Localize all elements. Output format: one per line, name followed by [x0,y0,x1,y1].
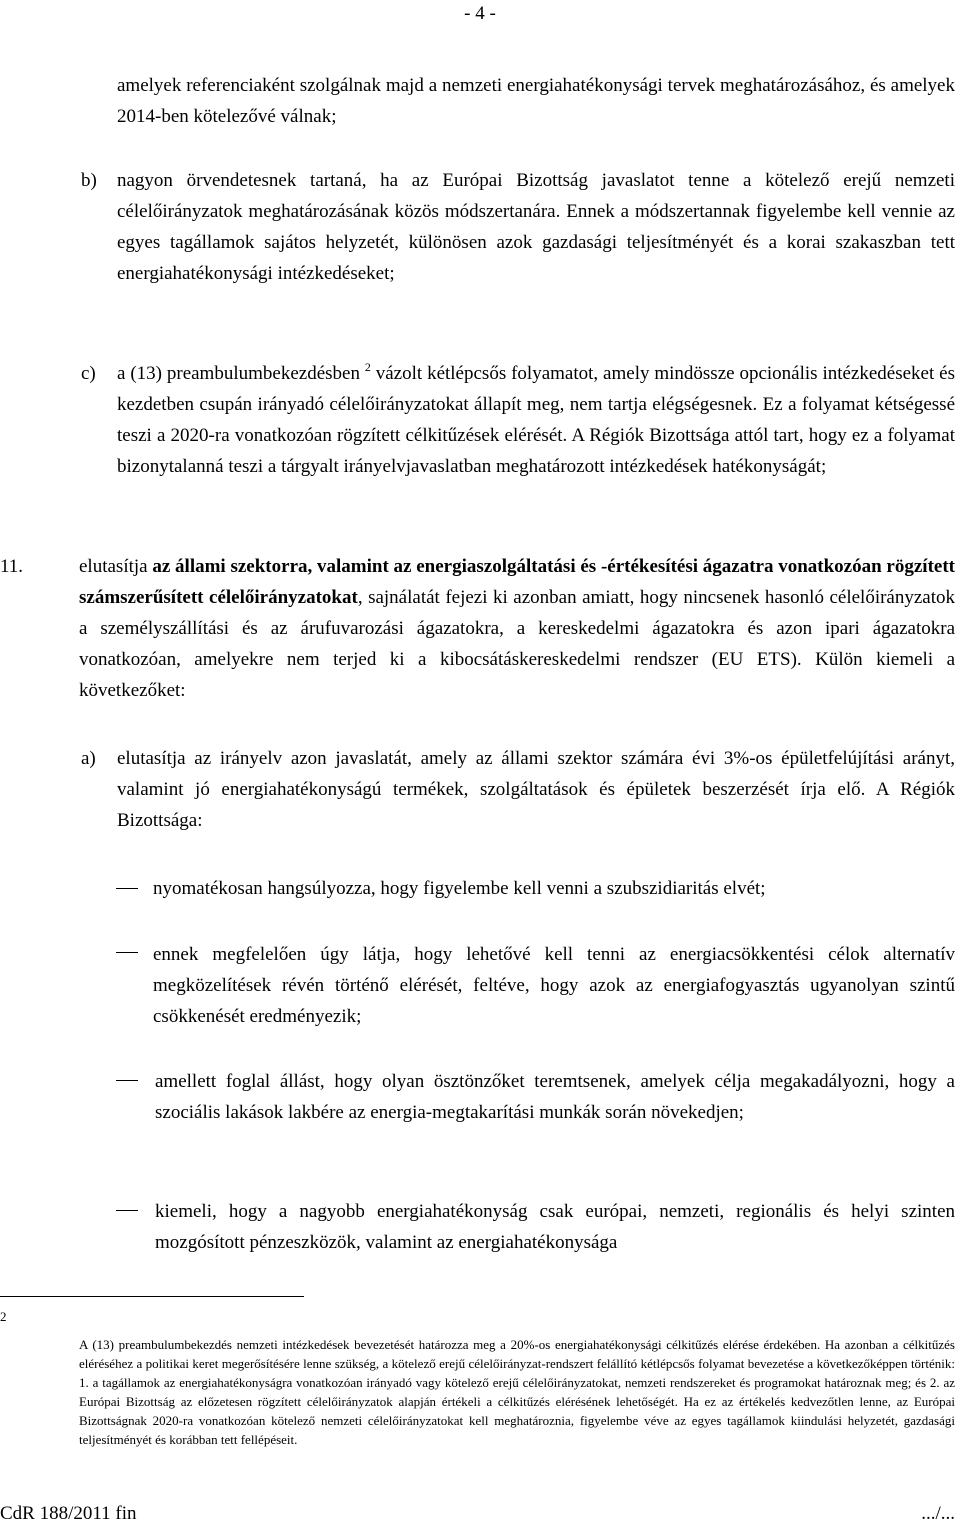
page-number: - 4 - [464,3,496,24]
dash-bullet [116,952,138,953]
item-c-text [117,358,955,482]
item-c-text-after: vázolt kétlépcsős folyamatot, amely mindössze opcionális intézkedéseket és kezdetben csupán irányadó célelőirányzatokat állapít meg, nem tartja elégségesnek. Ez a folyamat kétségessé teszi a 2020-ra vonatkozóan rögzített célkitűzések elérését. A Régiók Bizottsága attól tart, hogy ez a folyamat bizonytalanná teszi a tárgyalt irányelvjavaslatban meghatározott intézkedések hatékonyságát; [117,363,955,477]
item-c-marker: c) [81,363,96,384]
point-11-a-marker: a) [81,748,96,769]
dash-item-3: amellett foglal állást, hogy olyan ösztönzőket teremtsenek, amelyek célja megakadályozni, hogy a szociális lakások lakbére az energia-megtakarítási munkák során növekedjen; [155,1071,955,1123]
dash-bullet [116,1080,138,1081]
dash-item-4: kiemeli, hogy a nagyobb energiahatékonyság csak európai, nemzeti, regionális és helyi szinten mozgósított pénzeszközök, valamint az energiahatékonysága [155,1201,955,1253]
dash-item-1: nyomatékosan hangsúlyozza, hogy figyelembe kell venni a szubszidiaritás elvét; [153,878,766,899]
point-11-a-text: elutasítja az irányelv azon javaslatát, amely az állami szektor számára évi 3%-os épületfelújítási arányt, valamint jó energiahatékonyságú termékek, szolgáltatások és épületek beszerzését írja elő. A Régiók Bizottsága: [117,748,955,831]
footnote-text: A (13) preambulumbekezdés nemzeti intézkedések bevezetését határozza meg a 20%-os energiahatékonysági célkitűzés elérése érdekében. Ha azonban a célkitűzés eléréséhez a politikai keret megerősítésére lenne szükség, a kötelező erejű célelőirányzat-rendszert felállító kétlépcsős folyamat bevezetése a következőképpen történik: 1. a tagállamok az energiahatékonyságra vonatkozóan irányadó vagy kötelező erejű célelőirányzatokat, nemzeti rendszereket és programokat határoznak meg; és 2. az Európai Bizottság az előzetesen rögzített célelőirányzatok alapján értékeli a célkitűzés elérésének lehetőségét. Ha ez az értékelés kedvezőtlen lenne, az Európai Bizottságnak 2020-ra vonatkozóan kötelező nemzeti célelőirányzatokat kell meghatároznia, figyelembe véve az egyes tagállamok kiindulási helyzetét, gazdasági teljesítményét és korábban tett fellépéseit. [79,1337,955,1447]
item-b-marker: b) [81,170,97,191]
continuation-paragraph: amelyek referenciaként szolgálnak majd a nemzeti energiahatékonysági tervek meghatározásához, és amelyek 2014-ben kötelezővé válnak; [117,75,955,127]
point-11-rest: , sajnálatát fejezi ki azonban amiatt, hogy nincsenek hasonló célelőirányzatok a személyszállítási és az árufuvarozási ágazatokra, a kereskedelmi ágazatokra és azon ipari ágazatokra vonatkozóan, amelyekre nem terjed ki a kibocsátáskereskedelmi rendszer (EU ETS). Külön kiemeli a következőket: [79,587,956,701]
dash-item-2: ennek megfelelően úgy látja, hogy lehetővé kell tenni az energiacsökkentési célok alternatív megközelítések révén történő elérését, feltéve, hogy azok az energiafogyasztás ugyanolyan szintű csökkenését eredményezik; [153,944,955,1027]
item-b-text: nagyon örvendetesnek tartaná, ha az Európai Bizottság javaslatot tenne a kötelező erejű nemzeti célelőirányzatok meghatározásának közös módszertanára. Ennek a módszertannak figyelembe kell vennie az egyes tagállamok sajátos helyzetét, különösen azok gazdasági teljesítményét és a korai szakaszban tett energiahatékonysági intézkedéseket; [117,170,955,284]
footnote-number: 2 [0,1309,7,1324]
dash-bullet [116,888,138,889]
point-11-lead: elutasítja [79,556,148,577]
continued-marker: .../... [921,1503,955,1524]
footnote-reference[interactable]: 2 [364,360,371,374]
footnote-separator [0,1296,304,1297]
document-reference: CdR 188/2011 fin [0,1503,137,1524]
point-11-text [79,551,955,706]
point-11-bold: az állami szektorra, valamint az energiaszolgáltatási és -értékesítési ágazatra vonatkozóan rögzített számszerűsített célelőirányzatokat [79,556,955,608]
dash-bullet [116,1210,138,1211]
item-c-text-before: a (13) preambulumbekezdésben [117,363,360,384]
point-11-number: 11. [0,556,24,577]
